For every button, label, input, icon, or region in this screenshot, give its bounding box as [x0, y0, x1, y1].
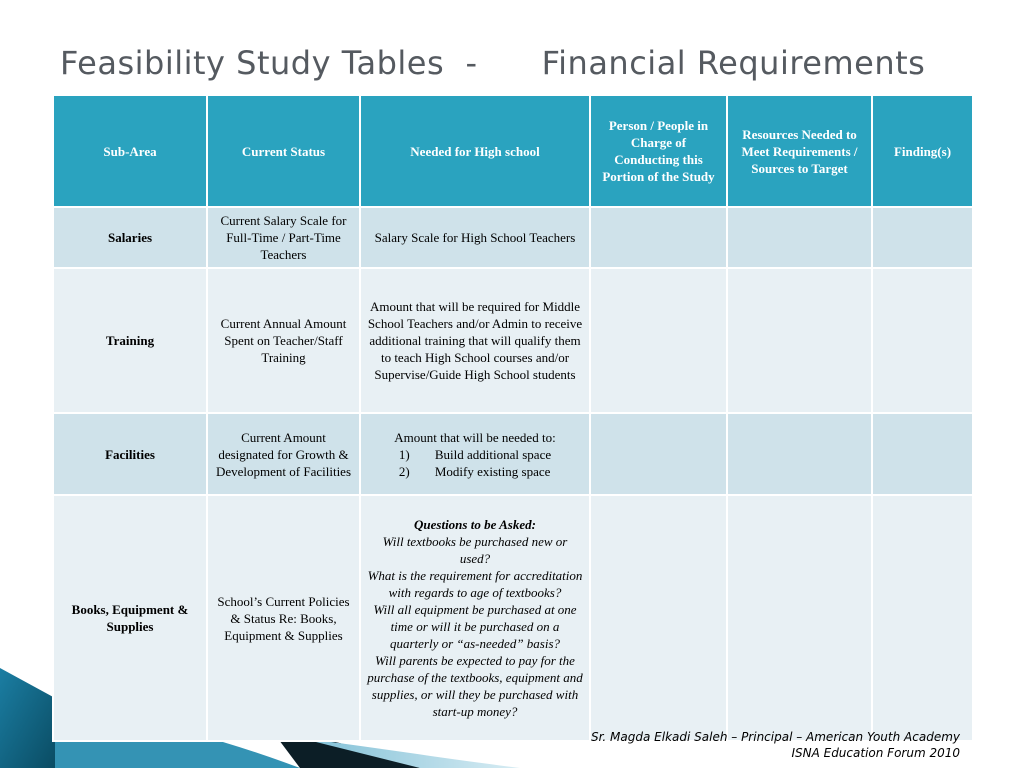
cell-resources	[727, 413, 872, 495]
feasibility-table	[52, 94, 974, 742]
cell-findings	[872, 495, 973, 741]
cell-current-status: Current Salary Scale for Full-Time / Part-Time Teachers	[207, 207, 360, 268]
cell-person	[590, 495, 727, 741]
table-row-training	[53, 268, 973, 413]
list-number: 2)	[398, 463, 410, 479]
cell-needed: Amount that will be required for Middle School Teachers and/or Admin to receive additional training that will qualify them to teach High School courses and/or Supervise/Guide High School students	[360, 268, 590, 413]
footer-event: ISNA Education Forum 2010	[791, 746, 960, 760]
needed-list	[399, 446, 551, 480]
slide-title: Feasibility Study Tables - Financial Requirements	[60, 44, 926, 82]
questions-heading: Questions to be Asked:	[414, 517, 536, 532]
table-row-salaries	[53, 207, 973, 268]
footer-author: Sr. Magda Elkadi Saleh – Principal – American Youth Academy	[590, 730, 960, 744]
header-person-in-charge: Person / People in Charge of Conducting this Portion of the Study	[590, 95, 727, 207]
header-resources-needed: Resources Needed to Meet Requirements / Sources to Target	[727, 95, 872, 207]
cell-resources	[727, 207, 872, 268]
cell-sub-area: Salaries	[53, 207, 207, 268]
cell-person	[590, 207, 727, 268]
header-findings: Finding(s)	[872, 95, 973, 207]
list-number: 1)	[398, 446, 410, 462]
cell-needed: Salary Scale for High School Teachers	[360, 207, 590, 268]
cell-person	[590, 268, 727, 413]
cell-resources	[727, 495, 872, 741]
needed-intro: Amount that will be needed to:	[394, 429, 556, 445]
cell-sub-area: Facilities	[53, 413, 207, 495]
cell-findings	[872, 268, 973, 413]
table-header-row	[53, 95, 973, 207]
cell-sub-area: Books, Equipment & Supplies	[53, 495, 207, 741]
cell-current-status: School’s Current Policies & Status Re: Books, Equipment & Supplies	[207, 495, 360, 741]
question-item: Will parents be expected to pay for the purchase of the textbooks, equipment and supplies, or will they be purchased with start-up money?	[367, 653, 583, 719]
cell-sub-area: Training	[53, 268, 207, 413]
cell-findings	[872, 413, 973, 495]
question-item: What is the requirement for accreditation with regards to age of textbooks?	[367, 568, 583, 600]
header-needed-for-high-school: Needed for High school	[360, 95, 590, 207]
list-item	[399, 446, 551, 463]
cell-findings	[872, 207, 973, 268]
header-current-status: Current Status	[207, 95, 360, 207]
list-item	[399, 463, 551, 480]
cell-resources	[727, 268, 872, 413]
cell-current-status: Current Annual Amount Spent on Teacher/Staff Training	[207, 268, 360, 413]
cell-current-status: Current Amount designated for Growth & Development of Facilities	[207, 413, 360, 495]
table-row-books	[53, 495, 973, 741]
list-text: Build additional space	[434, 446, 552, 462]
question-item: Will all equipment be purchased at one time or will it be purchased on a quarterly or “as-needed” basis?	[373, 602, 577, 651]
question-item: Will textbooks be purchased new or used?	[382, 534, 568, 566]
header-sub-area: Sub-Area	[53, 95, 207, 207]
slide-footer	[591, 729, 960, 761]
cell-needed	[360, 495, 590, 741]
cell-needed	[360, 413, 590, 495]
list-text: Modify existing space	[434, 463, 551, 479]
table-row-facilities	[53, 413, 973, 495]
cell-person	[590, 413, 727, 495]
